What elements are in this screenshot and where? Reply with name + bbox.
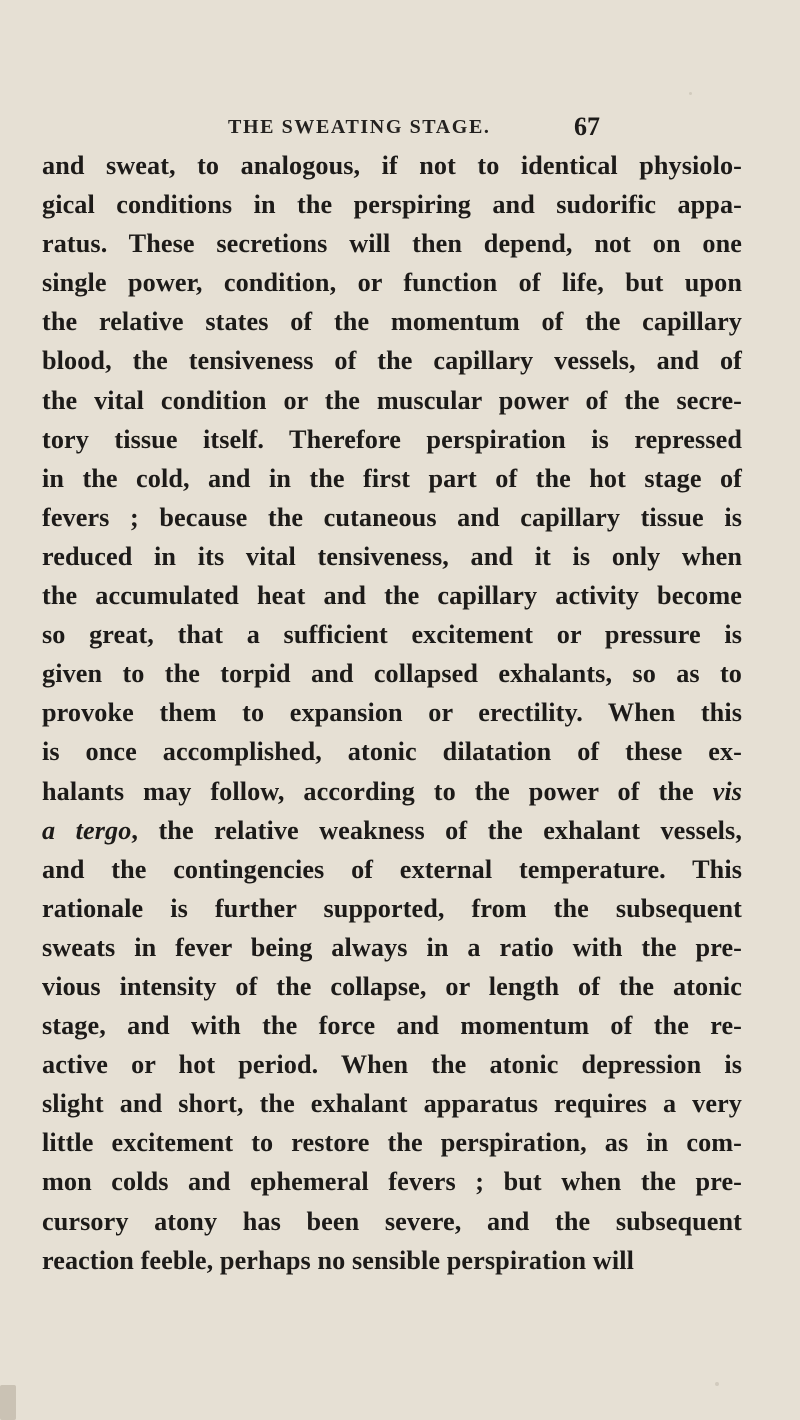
text-line-italic-start	[42, 811, 742, 850]
running-head: THE SWEATING STAGE.	[228, 116, 491, 138]
text-line: gical conditions in the perspiring and sudorific appa-	[42, 190, 742, 220]
text-line: fevers ; because the cutaneous and capillary tissue is	[42, 502, 742, 532]
body-text	[42, 146, 742, 1280]
text-line: the vital condition or the muscular power of the secre-	[42, 385, 742, 415]
text-line: sweats in fever being always in a ratio with the pre-	[42, 932, 742, 962]
text-line: and the contingencies of external temperature. This	[42, 854, 742, 884]
text-line: active or hot period. When the atonic depression is	[42, 1050, 742, 1080]
page-number: 67	[574, 112, 600, 141]
text-line-italic-end	[42, 772, 742, 811]
text-line: tory tissue itself. Therefore perspiration is repressed	[42, 424, 742, 454]
text-line: slight and short, the exhalant apparatus requires a very	[42, 1089, 742, 1119]
italic-word: tergo	[75, 815, 132, 845]
text-line: ratus. These secretions will then depend, not on one	[42, 229, 742, 259]
text-line-main: halants may follow, according to the power of the	[42, 776, 694, 806]
text-line: given to the torpid and collapsed exhalants, so as to	[42, 659, 742, 689]
text-line: little excitement to restore the perspiration, as in com-	[42, 1128, 742, 1158]
text-line: cursory atony has been severe, and the subsequent	[42, 1206, 742, 1236]
page-edge-stain	[0, 1385, 16, 1420]
text-line: the accumulated heat and the capillary activity become	[42, 581, 742, 611]
text-line: so great, that a sufficient excitement or pressure is	[42, 620, 742, 650]
text-line: rationale is further supported, from the subsequent	[42, 893, 742, 923]
text-line: in the cold, and in the first part of the hot stage of	[42, 463, 742, 493]
text-line: single power, condition, or function of life, but upon	[42, 268, 742, 298]
page-speck	[715, 1382, 719, 1386]
italic-fragment: vis	[712, 776, 742, 806]
text-line: mon colds and ephemeral fevers ; but when the pre-	[42, 1167, 742, 1197]
text-line: reaction feeble, perhaps no sensible perspiration will	[42, 1245, 634, 1275]
text-line: reduced in its vital tensiveness, and it is only when	[42, 541, 742, 571]
text-line-rest: , the relative weakness of the exhalant vessels,	[131, 815, 742, 845]
text-line: provoke them to expansion or erectility. When this	[42, 698, 742, 728]
text-line: is once accomplished, atonic dilatation of these ex-	[42, 737, 742, 767]
page-speck	[689, 92, 692, 95]
text-line: and sweat, to analogous, if not to identical physiolo-	[42, 151, 742, 180]
text-line: stage, and with the force and momentum of the re-	[42, 1011, 742, 1041]
text-line: blood, the tensiveness of the capillary vessels, and of	[42, 346, 742, 376]
italic-fragment: a	[42, 815, 56, 845]
text-line: vious intensity of the collapse, or length of the atonic	[42, 971, 742, 1001]
text-line: the relative states of the momentum of the capillary	[42, 307, 742, 337]
